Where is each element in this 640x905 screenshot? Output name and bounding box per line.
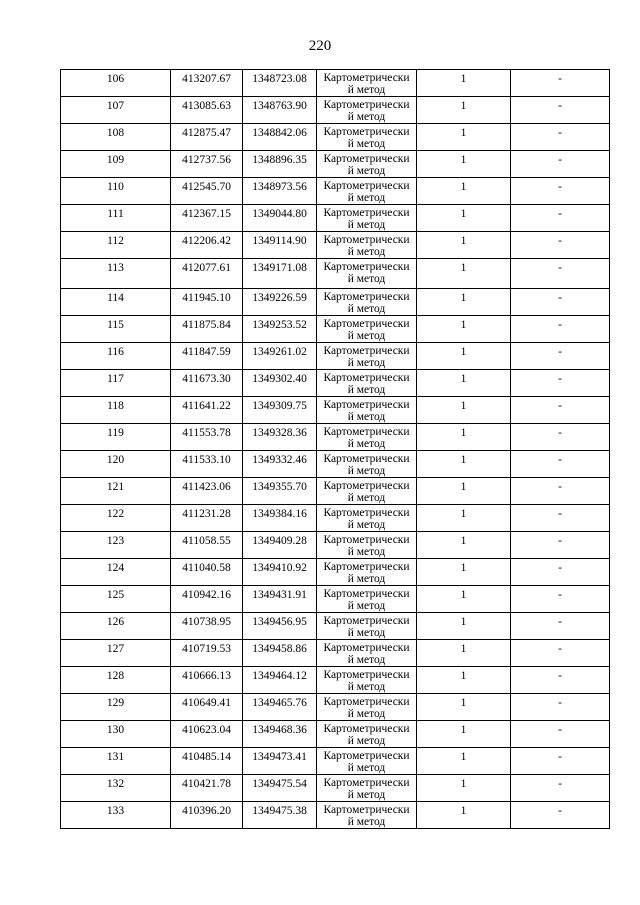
method-cell <box>317 424 417 451</box>
method-line-2: й метод <box>347 762 386 774</box>
table-row <box>61 178 610 205</box>
value-cell: 1 <box>417 478 511 505</box>
table-row <box>61 70 610 97</box>
point-number-cell: 108 <box>61 124 171 151</box>
point-number-cell: 111 <box>61 205 171 232</box>
method-cell <box>317 124 417 151</box>
point-number-cell: 124 <box>61 559 171 586</box>
method-line-2: й метод <box>347 492 386 504</box>
point-number-cell: 120 <box>61 451 171 478</box>
method-line-1: Картометрически <box>323 507 410 519</box>
method-line-1: Картометрически <box>323 126 410 138</box>
method-cell <box>317 259 417 289</box>
value-cell: 1 <box>417 613 511 640</box>
value-cell: 1 <box>417 178 511 205</box>
table-row <box>61 205 610 232</box>
value-cell: 1 <box>417 343 511 370</box>
note-cell: - <box>511 775 610 802</box>
point-number-cell: 117 <box>61 370 171 397</box>
method-line-1: Картометрически <box>323 345 410 357</box>
method-line-2: й метод <box>347 111 386 123</box>
point-number-cell: 116 <box>61 343 171 370</box>
table-row <box>61 478 610 505</box>
x-coordinate-cell: 411641.22 <box>171 397 243 424</box>
method-line-1: Картометрически <box>323 588 410 600</box>
method-line-1: Картометрически <box>323 426 410 438</box>
method-line-1: Картометрически <box>323 561 410 573</box>
note-cell: - <box>511 178 610 205</box>
method-line-2: й метод <box>347 627 386 639</box>
method-line-2: й метод <box>347 573 386 585</box>
value-cell: 1 <box>417 370 511 397</box>
method-line-2: й метод <box>347 816 386 828</box>
x-coordinate-cell: 411533.10 <box>171 451 243 478</box>
y-coordinate-cell: 1349409.28 <box>243 532 317 559</box>
method-line-2: й метод <box>347 165 386 177</box>
y-coordinate-cell: 1349410.92 <box>243 559 317 586</box>
note-cell: - <box>511 205 610 232</box>
table-row <box>61 316 610 343</box>
table-row <box>61 259 610 289</box>
method-cell <box>317 397 417 424</box>
point-number-cell: 126 <box>61 613 171 640</box>
note-cell: - <box>511 343 610 370</box>
value-cell: 1 <box>417 559 511 586</box>
x-coordinate-cell: 411423.06 <box>171 478 243 505</box>
table-row <box>61 667 610 694</box>
table-row <box>61 343 610 370</box>
value-cell: 1 <box>417 586 511 613</box>
method-cell <box>317 802 417 829</box>
value-cell: 1 <box>417 802 511 829</box>
table-row <box>61 397 610 424</box>
point-number-cell: 110 <box>61 178 171 205</box>
point-number-cell: 107 <box>61 97 171 124</box>
table-row <box>61 775 610 802</box>
method-line-1: Картометрически <box>323 696 410 708</box>
note-cell: - <box>511 232 610 259</box>
y-coordinate-cell: 1349475.54 <box>243 775 317 802</box>
method-cell <box>317 640 417 667</box>
y-coordinate-cell: 1349355.70 <box>243 478 317 505</box>
y-coordinate-cell: 1349309.75 <box>243 397 317 424</box>
method-line-2: й метод <box>347 84 386 96</box>
table-row <box>61 532 610 559</box>
table-row <box>61 124 610 151</box>
value-cell: 1 <box>417 124 511 151</box>
value-cell: 1 <box>417 316 511 343</box>
note-cell: - <box>511 478 610 505</box>
note-cell: - <box>511 316 610 343</box>
note-cell: - <box>511 424 610 451</box>
table-row <box>61 694 610 721</box>
x-coordinate-cell: 410623.04 <box>171 721 243 748</box>
method-line-1: Картометрически <box>323 642 410 654</box>
point-number-cell: 128 <box>61 667 171 694</box>
note-cell: - <box>511 505 610 532</box>
y-coordinate-cell: 1349431.91 <box>243 586 317 613</box>
x-coordinate-cell: 412737.56 <box>171 151 243 178</box>
y-coordinate-cell: 1349384.16 <box>243 505 317 532</box>
y-coordinate-cell: 1349475.38 <box>243 802 317 829</box>
method-line-2: й метод <box>347 681 386 693</box>
y-coordinate-cell: 1349226.59 <box>243 289 317 316</box>
table-row <box>61 640 610 667</box>
value-cell: 1 <box>417 640 511 667</box>
method-cell <box>317 151 417 178</box>
x-coordinate-cell: 410719.53 <box>171 640 243 667</box>
point-number-cell: 125 <box>61 586 171 613</box>
method-cell <box>317 289 417 316</box>
y-coordinate-cell: 1348896.35 <box>243 151 317 178</box>
y-coordinate-cell: 1349171.08 <box>243 259 317 289</box>
method-line-2: й метод <box>347 303 386 315</box>
note-cell: - <box>511 97 610 124</box>
x-coordinate-cell: 412077.61 <box>171 259 243 289</box>
x-coordinate-cell: 411945.10 <box>171 289 243 316</box>
x-coordinate-cell: 413085.63 <box>171 97 243 124</box>
x-coordinate-cell: 411231.28 <box>171 505 243 532</box>
point-number-cell: 133 <box>61 802 171 829</box>
method-cell <box>317 370 417 397</box>
method-cell <box>317 532 417 559</box>
y-coordinate-cell: 1349332.46 <box>243 451 317 478</box>
value-cell: 1 <box>417 70 511 97</box>
method-line-2: й метод <box>347 192 386 204</box>
point-number-cell: 114 <box>61 289 171 316</box>
point-number-cell: 129 <box>61 694 171 721</box>
point-number-cell: 112 <box>61 232 171 259</box>
x-coordinate-cell: 410738.95 <box>171 613 243 640</box>
y-coordinate-cell: 1349328.36 <box>243 424 317 451</box>
note-cell: - <box>511 613 610 640</box>
method-line-1: Картометрически <box>323 777 410 789</box>
method-line-1: Картометрически <box>323 372 410 384</box>
method-line-2: й метод <box>347 465 386 477</box>
value-cell: 1 <box>417 151 511 178</box>
table-row <box>61 559 610 586</box>
point-number-cell: 119 <box>61 424 171 451</box>
y-coordinate-cell: 1348842.06 <box>243 124 317 151</box>
x-coordinate-cell: 410421.78 <box>171 775 243 802</box>
method-cell <box>317 70 417 97</box>
value-cell: 1 <box>417 775 511 802</box>
note-cell: - <box>511 259 610 289</box>
y-coordinate-cell: 1349114.90 <box>243 232 317 259</box>
method-line-1: Картометрически <box>323 480 410 492</box>
method-line-1: Картометрически <box>323 723 410 735</box>
table-row <box>61 97 610 124</box>
note-cell: - <box>511 694 610 721</box>
value-cell: 1 <box>417 424 511 451</box>
x-coordinate-cell: 411553.78 <box>171 424 243 451</box>
y-coordinate-cell: 1349302.40 <box>243 370 317 397</box>
method-line-2: й метод <box>347 789 386 801</box>
method-line-2: й метод <box>347 654 386 666</box>
method-line-1: Картометрически <box>323 399 410 411</box>
y-coordinate-cell: 1349044.80 <box>243 205 317 232</box>
value-cell: 1 <box>417 289 511 316</box>
point-number-cell: 113 <box>61 259 171 289</box>
point-number-cell: 122 <box>61 505 171 532</box>
x-coordinate-cell: 413207.67 <box>171 70 243 97</box>
y-coordinate-cell: 1349253.52 <box>243 316 317 343</box>
method-line-1: Картометрически <box>323 99 410 111</box>
value-cell: 1 <box>417 667 511 694</box>
method-line-1: Картометрически <box>323 669 410 681</box>
note-cell: - <box>511 397 610 424</box>
method-line-2: й метод <box>347 438 386 450</box>
method-line-1: Картометрически <box>323 72 410 84</box>
method-cell <box>317 451 417 478</box>
x-coordinate-cell: 411847.59 <box>171 343 243 370</box>
method-cell <box>317 586 417 613</box>
note-cell: - <box>511 289 610 316</box>
method-line-1: Картометрически <box>323 615 410 627</box>
note-cell: - <box>511 124 610 151</box>
method-line-2: й метод <box>347 273 386 285</box>
point-number-cell: 132 <box>61 775 171 802</box>
table-row <box>61 748 610 775</box>
method-line-1: Картометрически <box>323 804 410 816</box>
method-line-1: Картометрически <box>323 291 410 303</box>
x-coordinate-cell: 410485.14 <box>171 748 243 775</box>
method-line-1: Картометрически <box>323 750 410 762</box>
note-cell: - <box>511 151 610 178</box>
method-cell <box>317 721 417 748</box>
table-row <box>61 424 610 451</box>
note-cell: - <box>511 802 610 829</box>
method-line-1: Картометрически <box>323 234 410 246</box>
point-number-cell: 121 <box>61 478 171 505</box>
note-cell: - <box>511 667 610 694</box>
x-coordinate-cell: 411058.55 <box>171 532 243 559</box>
table-row <box>61 151 610 178</box>
y-coordinate-cell: 1349456.95 <box>243 613 317 640</box>
value-cell: 1 <box>417 451 511 478</box>
table-row <box>61 586 610 613</box>
value-cell: 1 <box>417 721 511 748</box>
x-coordinate-cell: 410396.20 <box>171 802 243 829</box>
y-coordinate-cell: 1349458.86 <box>243 640 317 667</box>
method-cell <box>317 613 417 640</box>
table-row <box>61 370 610 397</box>
method-cell <box>317 667 417 694</box>
method-line-2: й метод <box>347 330 386 342</box>
method-cell <box>317 205 417 232</box>
method-line-2: й метод <box>347 411 386 423</box>
method-line-1: Картометрически <box>323 153 410 165</box>
method-line-1: Картометрически <box>323 261 410 273</box>
table-row <box>61 451 610 478</box>
x-coordinate-cell: 411673.30 <box>171 370 243 397</box>
table-body <box>61 70 610 829</box>
method-cell <box>317 232 417 259</box>
value-cell: 1 <box>417 694 511 721</box>
note-cell: - <box>511 70 610 97</box>
coordinates-table <box>60 69 610 829</box>
method-cell <box>317 178 417 205</box>
method-cell <box>317 775 417 802</box>
y-coordinate-cell: 1349464.12 <box>243 667 317 694</box>
value-cell: 1 <box>417 232 511 259</box>
note-cell: - <box>511 586 610 613</box>
point-number-cell: 109 <box>61 151 171 178</box>
table-row <box>61 802 610 829</box>
method-line-2: й метод <box>347 546 386 558</box>
point-number-cell: 123 <box>61 532 171 559</box>
y-coordinate-cell: 1348723.08 <box>243 70 317 97</box>
value-cell: 1 <box>417 505 511 532</box>
method-line-1: Картометрически <box>323 534 410 546</box>
method-line-2: й метод <box>347 735 386 747</box>
method-line-2: й метод <box>347 246 386 258</box>
point-number-cell: 131 <box>61 748 171 775</box>
table-row <box>61 505 610 532</box>
method-line-2: й метод <box>347 708 386 720</box>
method-line-1: Картометрически <box>323 207 410 219</box>
x-coordinate-cell: 411040.58 <box>171 559 243 586</box>
value-cell: 1 <box>417 748 511 775</box>
point-number-cell: 115 <box>61 316 171 343</box>
x-coordinate-cell: 410666.13 <box>171 667 243 694</box>
value-cell: 1 <box>417 97 511 124</box>
x-coordinate-cell: 412875.47 <box>171 124 243 151</box>
point-number-cell: 118 <box>61 397 171 424</box>
method-cell <box>317 478 417 505</box>
method-line-2: й метод <box>347 357 386 369</box>
method-line-2: й метод <box>347 519 386 531</box>
note-cell: - <box>511 370 610 397</box>
method-line-2: й метод <box>347 384 386 396</box>
point-number-cell: 106 <box>61 70 171 97</box>
x-coordinate-cell: 410649.41 <box>171 694 243 721</box>
table-row <box>61 721 610 748</box>
note-cell: - <box>511 559 610 586</box>
table-row <box>61 289 610 316</box>
note-cell: - <box>511 451 610 478</box>
method-cell <box>317 343 417 370</box>
x-coordinate-cell: 411875.84 <box>171 316 243 343</box>
x-coordinate-cell: 412206.42 <box>171 232 243 259</box>
method-cell <box>317 694 417 721</box>
method-cell <box>317 505 417 532</box>
y-coordinate-cell: 1348763.90 <box>243 97 317 124</box>
value-cell: 1 <box>417 205 511 232</box>
method-cell <box>317 559 417 586</box>
point-number-cell: 130 <box>61 721 171 748</box>
value-cell: 1 <box>417 259 511 289</box>
x-coordinate-cell: 410942.16 <box>171 586 243 613</box>
note-cell: - <box>511 640 610 667</box>
x-coordinate-cell: 412545.70 <box>171 178 243 205</box>
note-cell: - <box>511 721 610 748</box>
table-row <box>61 613 610 640</box>
method-line-1: Картометрически <box>323 453 410 465</box>
note-cell: - <box>511 532 610 559</box>
note-cell: - <box>511 748 610 775</box>
method-cell <box>317 748 417 775</box>
method-cell <box>317 97 417 124</box>
method-cell <box>317 316 417 343</box>
value-cell: 1 <box>417 397 511 424</box>
page-number: 220 <box>308 38 332 54</box>
method-line-2: й метод <box>347 138 386 150</box>
x-coordinate-cell: 412367.15 <box>171 205 243 232</box>
value-cell: 1 <box>417 532 511 559</box>
table-row <box>61 232 610 259</box>
point-number-cell: 127 <box>61 640 171 667</box>
method-line-1: Картометрически <box>323 318 410 330</box>
y-coordinate-cell: 1349465.76 <box>243 694 317 721</box>
method-line-2: й метод <box>347 219 386 231</box>
y-coordinate-cell: 1349468.36 <box>243 721 317 748</box>
y-coordinate-cell: 1348973.56 <box>243 178 317 205</box>
y-coordinate-cell: 1349261.02 <box>243 343 317 370</box>
method-line-2: й метод <box>347 600 386 612</box>
y-coordinate-cell: 1349473.41 <box>243 748 317 775</box>
method-line-1: Картометрически <box>323 180 410 192</box>
